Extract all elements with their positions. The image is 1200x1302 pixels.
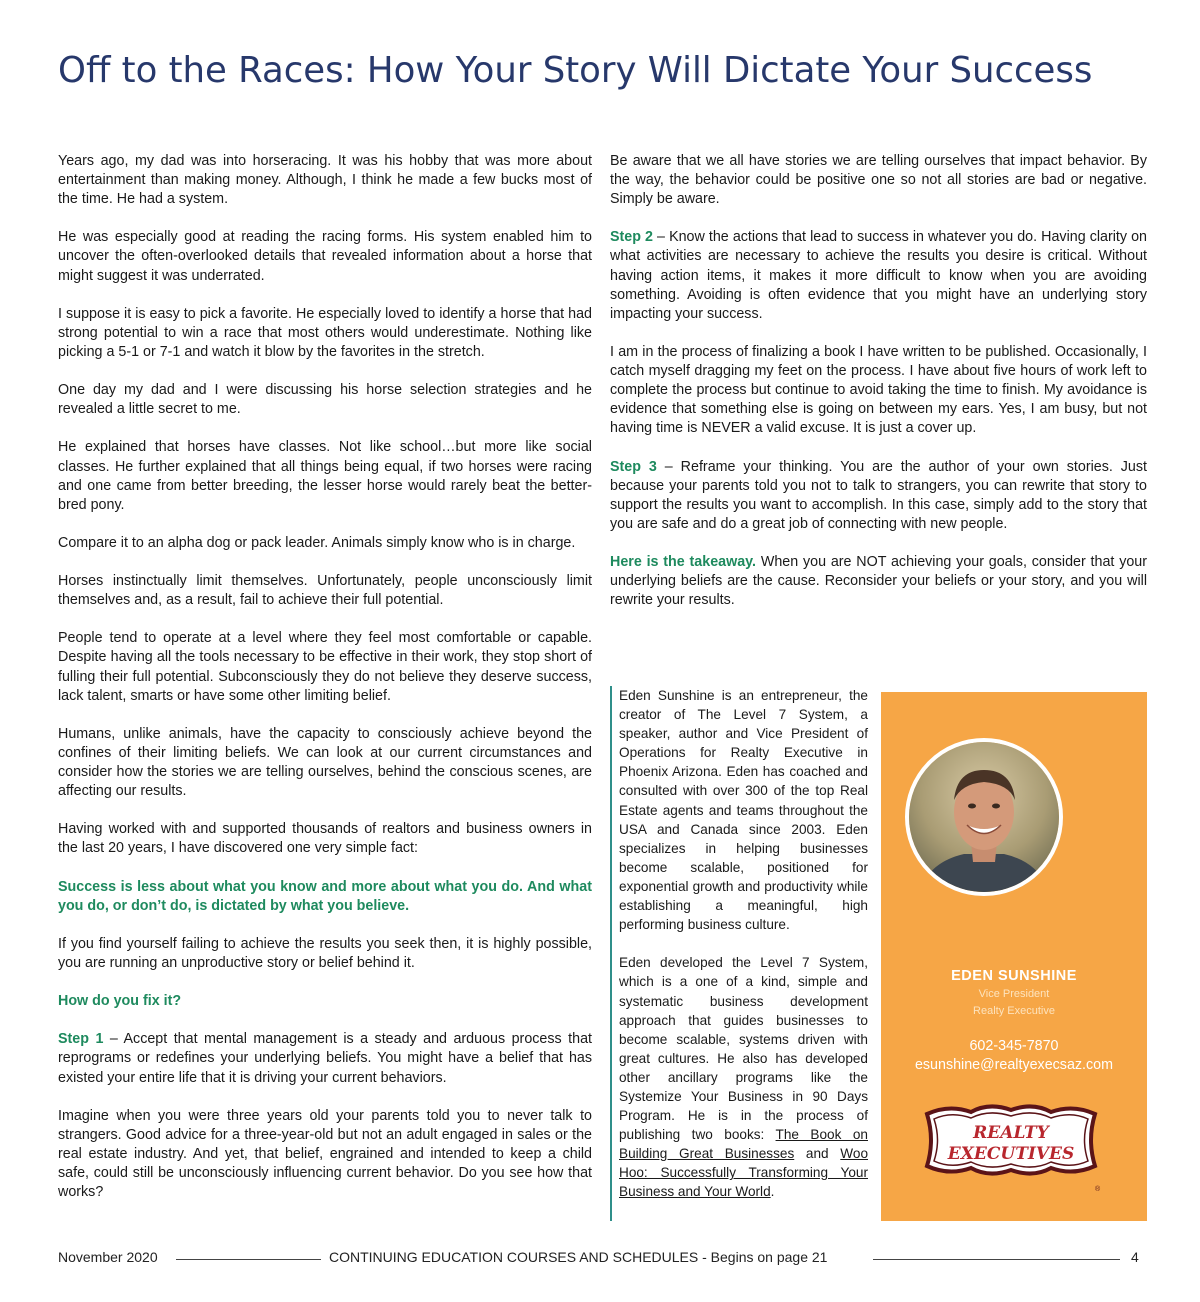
paragraph: Humans, unlike animals, have the capacity to consciously achieve beyond the confines of their limiting beliefs. We can look at our current circumstances and consider how the stories we are telling ourselves, behind the conscious scenes, are affecting our results. <box>58 725 592 800</box>
logo-text-1: REALTY <box>973 1123 1049 1143</box>
footer-rule <box>176 1259 321 1260</box>
takeaway-text: When you are NOT achieving your goals, consider that your underlying beliefs are the cause. Reconsider your beliefs or your story, and you will rewrite your results. <box>610 553 1148 609</box>
article-title: Off to the Races: How Your Story Will Dictate Your Success <box>58 50 1093 91</box>
registered-mark: ® <box>1095 1186 1101 1193</box>
page-footer <box>58 1249 1140 1269</box>
card-role: Vice President <box>978 988 1050 1000</box>
book-link-2[interactable]: Woo Hoo: Successfully Transforming Your Business and Your World <box>619 1146 869 1200</box>
right-column <box>610 152 1147 629</box>
card-name: EDEN SUNSHINE <box>951 968 1077 984</box>
paragraph: Imagine when you were three years old your parents told you to never talk to strangers. Good advice for a three-year-old but not an adult engaged in sales or the real estate industry. And yet, that belief, engrained and intended to keep a child safe, could still be unconsciously influencing current behavior. Do you see how that works? <box>58 1107 592 1201</box>
paragraph: Horses instinctually limit themselves. Unfortunately, people unconsciously limit themselves and, as a result, fail to achieve their full potential. <box>58 573 592 609</box>
paragraph: He explained that horses have classes. Not like school…but more like social classes. He further explained that all things being equal, if two horses were racing and one came from better breeding, the lesser horse would rarely beat the better-bred pony. <box>58 439 592 513</box>
paragraph: Having worked with and supported thousands of realtors and business owners in the last 20 years, I have discovered one very simple fact: <box>58 821 592 857</box>
highlight-statement: Success is less about what you know and more about what you do. And what you do, or don’t do, is dictated by what you believe. <box>58 878 592 914</box>
paragraph: Be aware that we all have stories we are telling ourselves that impact behavior. By the way, the behavior could be positive one so not all stories are bad or negative. Simply be aware. <box>610 153 1147 208</box>
footer-rule <box>873 1259 1120 1260</box>
paragraph: I am in the process of finalizing a book I have written to be published. Occasionally, I catch myself dragging my feet on the process. I have about five hours of work left to complete the process but continue to avoid taking the time to finish. My avoidance is evidence that something else is going on between my ears. Yes, I am busy, but not having time is NEVER a valid excuse. It is just a cover up. <box>610 343 1147 437</box>
left-column <box>58 152 592 1221</box>
author-photo <box>905 738 1063 896</box>
step-3-text: – Reframe your thinking. You are the author of your own stories. Just because your parents told you not to talk to strangers, you can rewrite that story to support the results you want to accomplish. In this case, simply add to the story that you are safe and do a great job of connecting with new people. <box>610 458 1148 532</box>
realty-executives-logo <box>919 1100 1103 1180</box>
book-link-1[interactable]: The Book on Building Great Businesses <box>619 1127 868 1162</box>
paragraph: If you find yourself failing to achieve the results you seek then, it is highly possible, you are running an unproductive story or belief behind it. <box>58 935 592 971</box>
card-phone: 602-345-7870 <box>969 1038 1059 1054</box>
bio-paragraph <box>619 953 868 1201</box>
step-2-text: – Know the actions that lead to success in whatever you do. Having clarity on what activities are necessary to achieve the results you desire is critical. Without having action items, it makes it more difficult to know when you are avoiding something. Avoiding is often evidence that you might have an underlying story impacting your success. <box>610 229 1147 322</box>
bio-text: and <box>794 1146 841 1162</box>
step-2-paragraph <box>610 228 1147 323</box>
paragraph: I suppose it is easy to pick a favorite. He especially loved to identify a horse that had strong potential to win a race that most others would underestimate. Nothing like picking a 5-1 or 7-1 and watch it blow by the favorites in the stretch. <box>58 305 592 360</box>
paragraph: One day my dad and I were discussing his horse selection strategies and he revealed a little secret to me. <box>58 382 592 418</box>
card-email[interactable]: esunshine@realtyexecsaz.com <box>914 1057 1114 1073</box>
bio-text: . <box>770 1184 775 1200</box>
takeaway-label: Here is the takeaway. <box>610 553 757 570</box>
step-3-paragraph <box>610 458 1147 534</box>
paragraph: He was especially good at reading the racing forms. His system enabled him to uncover the often-overlooked details that revealed information about a horse that might suggest it was underrated. <box>58 229 592 284</box>
page-number: 4 <box>1131 1249 1139 1265</box>
step-3-label: Step 3 <box>610 458 657 475</box>
subheading-question: How do you fix it? <box>58 993 182 1010</box>
footer-center-text: CONTINUING EDUCATION COURSES AND SCHEDULES - Begins on page 21 <box>329 1249 828 1265</box>
author-bio <box>610 686 868 1221</box>
step-1-label: Step 1 <box>58 1031 104 1048</box>
author-card <box>881 692 1147 1221</box>
bio-paragraph: Eden Sunshine is an entrepreneur, the creator of The Level 7 System, a speaker, author and Vice President of Operations for Realty Executive in Phoenix Arizona. Eden has coached and consulted with over 300 of the top Real Estate agents and teams throughout the USA and Canada since 2003. Eden specializes in helping businesses become scalable, positioned for exponential growth and productivity while establishing a meaningful, high performing business culture. <box>619 688 868 933</box>
paragraph: Compare it to an alpha dog or pack leader. Animals simply know who is in charge. <box>58 534 576 551</box>
step-1-paragraph <box>58 1030 592 1087</box>
step-2-label: Step 2 <box>610 229 653 246</box>
bio-text: Eden developed the Level 7 System, which is a one of a kind, simple and systematic business development approach that guides businesses to become scalable, systems driven with great cultures. He also has developed other ancillary programs like the Systemize Your Business in 90 Days Program. He is in the process of publishing two books: <box>619 955 868 1143</box>
logo-text-2: EXECUTIVES <box>947 1144 1075 1164</box>
footer-date: November 2020 <box>58 1249 158 1265</box>
takeaway-paragraph <box>610 553 1147 610</box>
card-company: Realty Executive <box>973 1005 1055 1017</box>
step-1-text: – Accept that mental management is a steady and arduous process that reprograms or redefines your underlying beliefs. You might have a belief that has existed your entire life that it is driving your current behaviors. <box>58 1031 592 1086</box>
paragraph: Years ago, my dad was into horseracing. It was his hobby that was more about entertainment than making money. Although, I think he made a few bucks most of the time. He had a system. <box>58 153 592 208</box>
paragraph: People tend to operate at a level where they feel most comfortable or capable. Despite having all the tools necessary to be effective in their work, they stop short of fulling their full potential. Subconsciously they do not believe they deserve success, lack talent, smarts or have some other limiting belief. <box>58 630 592 704</box>
